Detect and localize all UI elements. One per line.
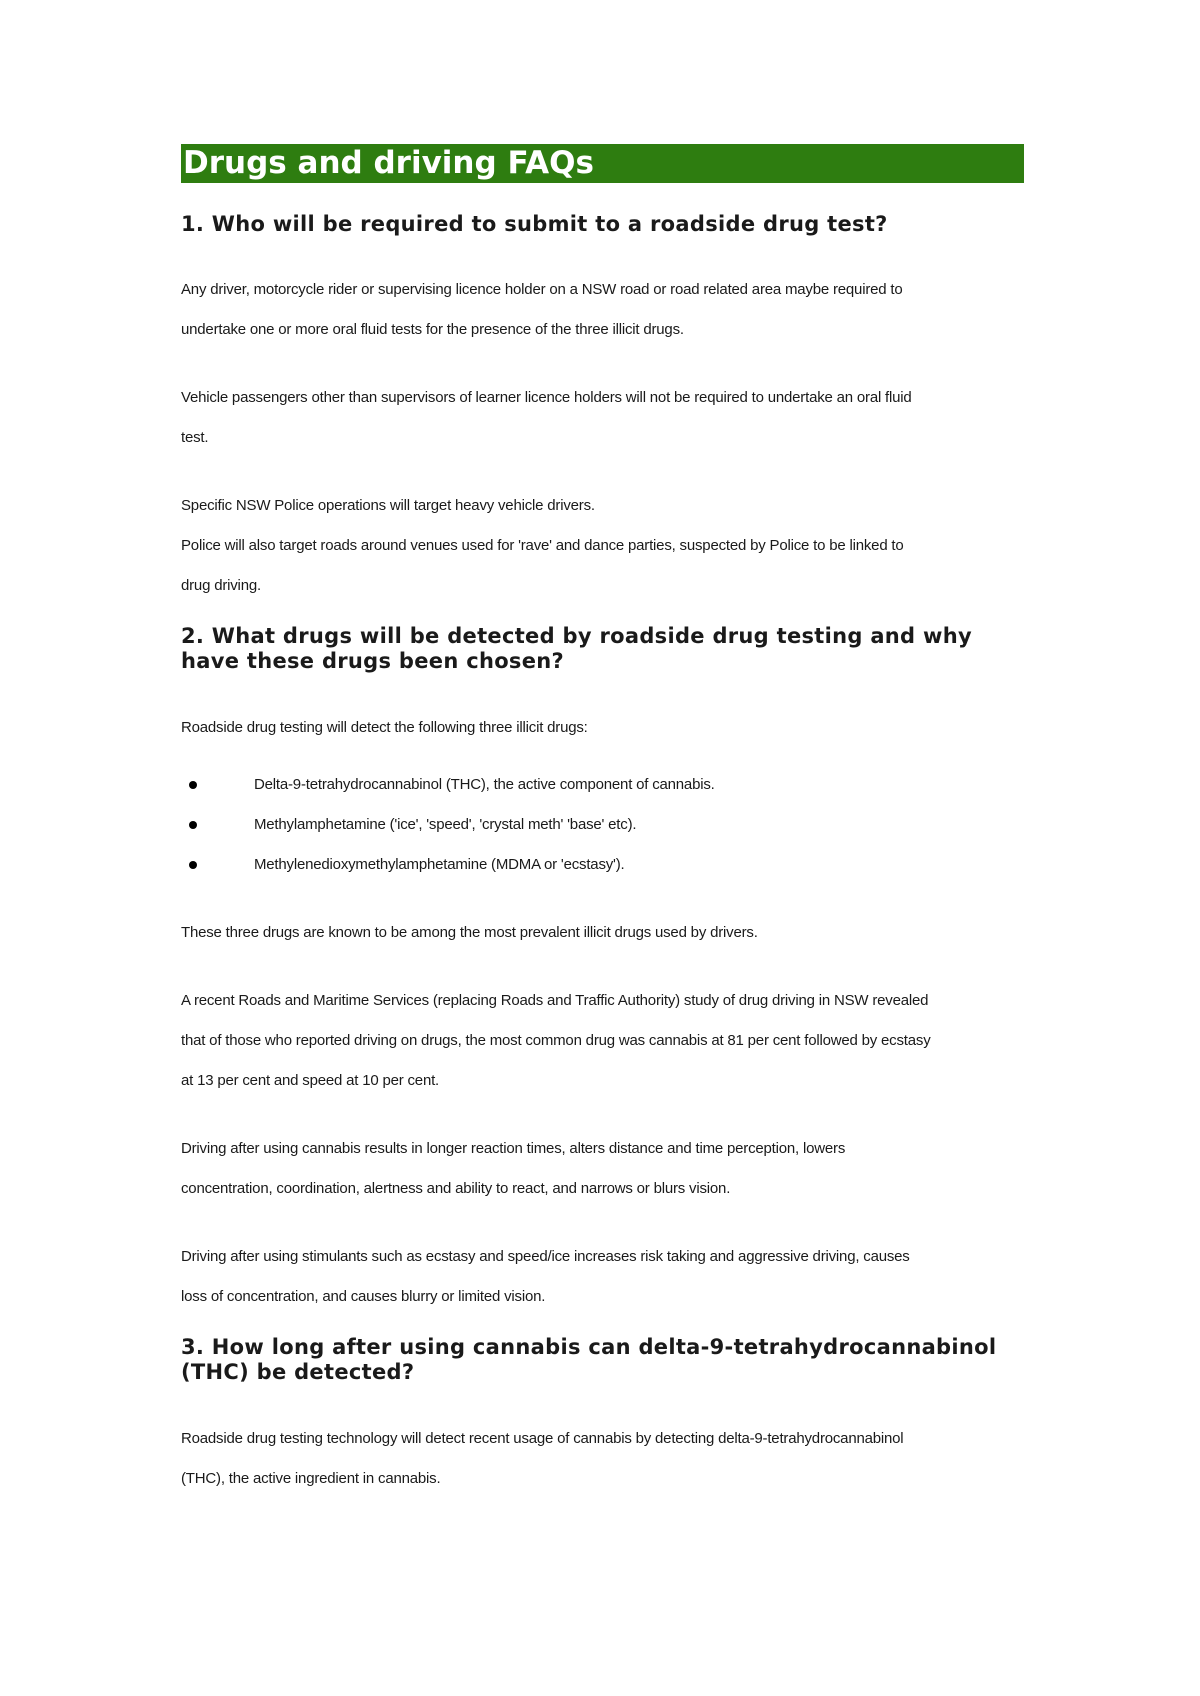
paragraph-line: at 13 per cent and speed at 10 per cent. (181, 1072, 440, 1089)
paragraph-line: Roadside drug testing technology will detect recent usage of cannabis by detecting delta-9-tetrahydrocannabinol (181, 1430, 904, 1447)
paragraph-line: undertake one or more oral fluid tests for the presence of the three illicit drugs. (181, 321, 684, 338)
list-item (181, 765, 1024, 805)
page-title: Drugs and driving FAQs (183, 145, 594, 181)
document-page (181, 144, 1024, 1499)
paragraph-line: loss of concentration, and causes blurry or limited vision. (181, 1288, 546, 1305)
question-3-heading-line: (THC) be detected? (181, 1360, 415, 1384)
list-item (181, 805, 1024, 845)
list-item-text: Delta-9-tetrahydrocannabinol (THC), the active component of cannabis. (254, 776, 715, 793)
list-item-text: Methylamphetamine ('ice', 'speed', 'crystal meth' 'base' etc). (254, 816, 637, 833)
question-2-heading-line: have these drugs been chosen? (181, 649, 565, 673)
paragraph-line: Vehicle passengers other than supervisors of learner licence holders will not be required to undertake an oral fluid (181, 389, 912, 406)
paragraph-line: Specific NSW Police operations will target heavy vehicle drivers. (181, 497, 595, 514)
bullet-icon (189, 861, 197, 869)
title-bar (181, 144, 1024, 183)
faq-section-3 (181, 1335, 1024, 1499)
question-1-heading: 1. Who will be required to submit to a roadside drug test? (181, 212, 888, 236)
paragraph-line: A recent Roads and Maritime Services (replacing Roads and Traffic Authority) study of drug driving in NSW revealed (181, 992, 929, 1009)
paragraph-line: test. (181, 429, 209, 446)
drug-list (181, 765, 1024, 885)
faq-section-1 (181, 212, 1024, 606)
paragraph-line: that of those who reported driving on drugs, the most common drug was cannabis at 81 per cent followed by ecstasy (181, 1032, 931, 1049)
paragraph-line: concentration, coordination, alertness and ability to react, and narrows or blurs vision. (181, 1180, 731, 1197)
faq-section-2 (181, 624, 1024, 1317)
list-item-text: Methylenedioxymethylamphetamine (MDMA or 'ecstasy'). (254, 856, 625, 873)
question-3-heading (181, 1335, 1024, 1385)
paragraph-line: Roadside drug testing will detect the following three illicit drugs: (181, 719, 588, 736)
paragraph-line: (THC), the active ingredient in cannabis. (181, 1470, 441, 1487)
paragraph-line: drug driving. (181, 577, 261, 594)
question-2-heading-line: 2. What drugs will be detected by roadside drug testing and why (181, 624, 972, 648)
paragraph-line: Driving after using stimulants such as ecstasy and speed/ice increases risk taking and aggressive driving, causes (181, 1248, 910, 1265)
paragraph-line: Any driver, motorcycle rider or supervising licence holder on a NSW road or road related area maybe required to (181, 281, 903, 298)
bullet-icon (189, 821, 197, 829)
paragraph-line: Driving after using cannabis results in longer reaction times, alters distance and time perception, lowers (181, 1140, 846, 1157)
paragraph-line: These three drugs are known to be among the most prevalent illicit drugs used by drivers. (181, 924, 758, 941)
question-3-heading-line: 3. How long after using cannabis can delta-9-tetrahydrocannabinol (181, 1335, 997, 1359)
paragraph-line: Police will also target roads around venues used for 'rave' and dance parties, suspected by Police to be linked to (181, 537, 904, 554)
list-item (181, 845, 1024, 885)
question-2-heading (181, 624, 1024, 674)
bullet-icon (189, 781, 197, 789)
